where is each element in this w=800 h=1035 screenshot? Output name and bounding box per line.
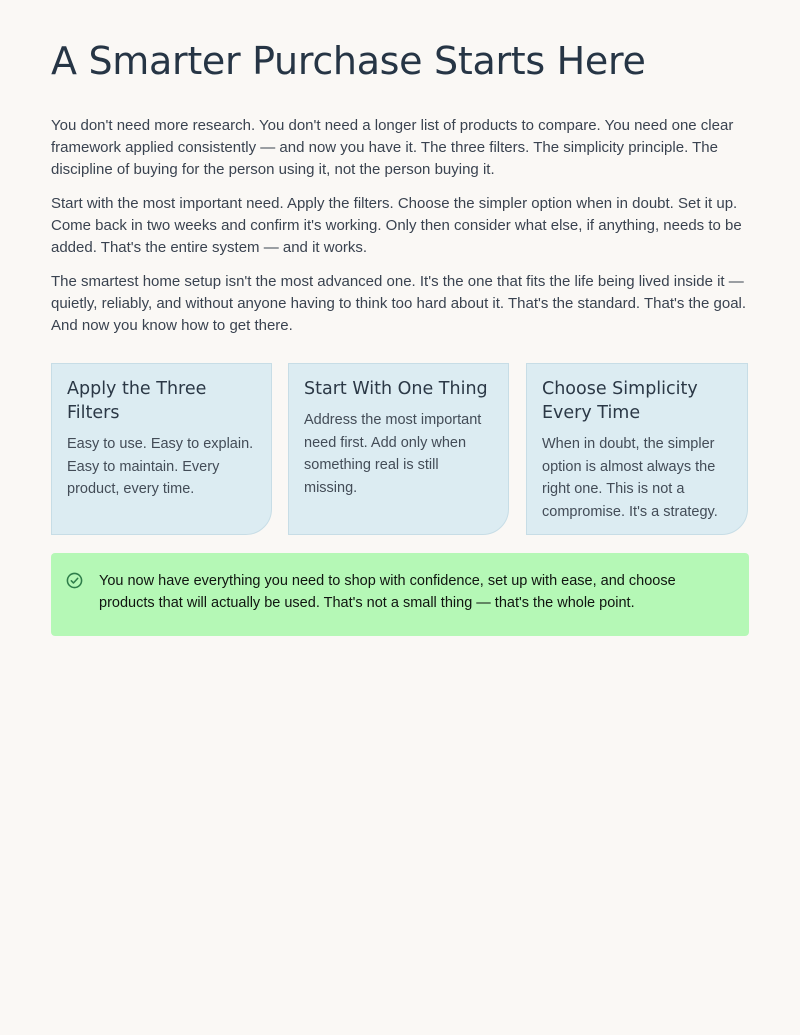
card-three-filters — [51, 363, 272, 535]
intro-paragraph: The smartest home setup isn't the most advanced one. It's the one that fits the life being lived inside it — quietly, reliably, and without anyone having to think too hard about it. That's the standard. That's the goal. And now you know how to get there. — [51, 273, 747, 334]
intro-section — [51, 115, 749, 349]
callout-text: You now have everything you need to shop with confidence, set up with ease, and choose products that will actually be used. That's not a small thing — that's the whole point. — [99, 573, 676, 611]
card-title: Choose Simplicity Every Time — [542, 379, 698, 423]
card-simplicity — [526, 363, 748, 535]
key-points-cards — [51, 363, 749, 537]
card-body: Easy to use. Easy to explain. Easy to maintain. Every product, every time. — [67, 436, 254, 497]
intro-paragraph: You don't need more research. You don't need a longer list of products to compare. You need one clear framework applied consistently — and now you have it. The three filters. The simplicity principle. The discipline of buying for the person using it, not the person buying it. — [51, 117, 734, 178]
page-title: A Smarter Purchase Starts Here — [51, 39, 646, 83]
intro-paragraph: Start with the most important need. Apply the filters. Choose the simpler option when in doubt. Set it up. Come back in two weeks and confirm it's working. Only then consider what else, if anything, needs to be added. That's the entire system — and it works. — [51, 195, 742, 256]
card-body: Address the most important need first. Add only when something real is still missing. — [304, 412, 482, 496]
check-circle-icon — [66, 572, 83, 589]
card-title: Start With One Thing — [304, 379, 488, 399]
success-callout — [51, 553, 749, 636]
card-body: When in doubt, the simpler option is almost always the right one. This is not a compromise. It's a strategy. — [542, 436, 718, 520]
card-title: Apply the Three Filters — [67, 379, 207, 423]
card-one-thing — [288, 363, 509, 535]
